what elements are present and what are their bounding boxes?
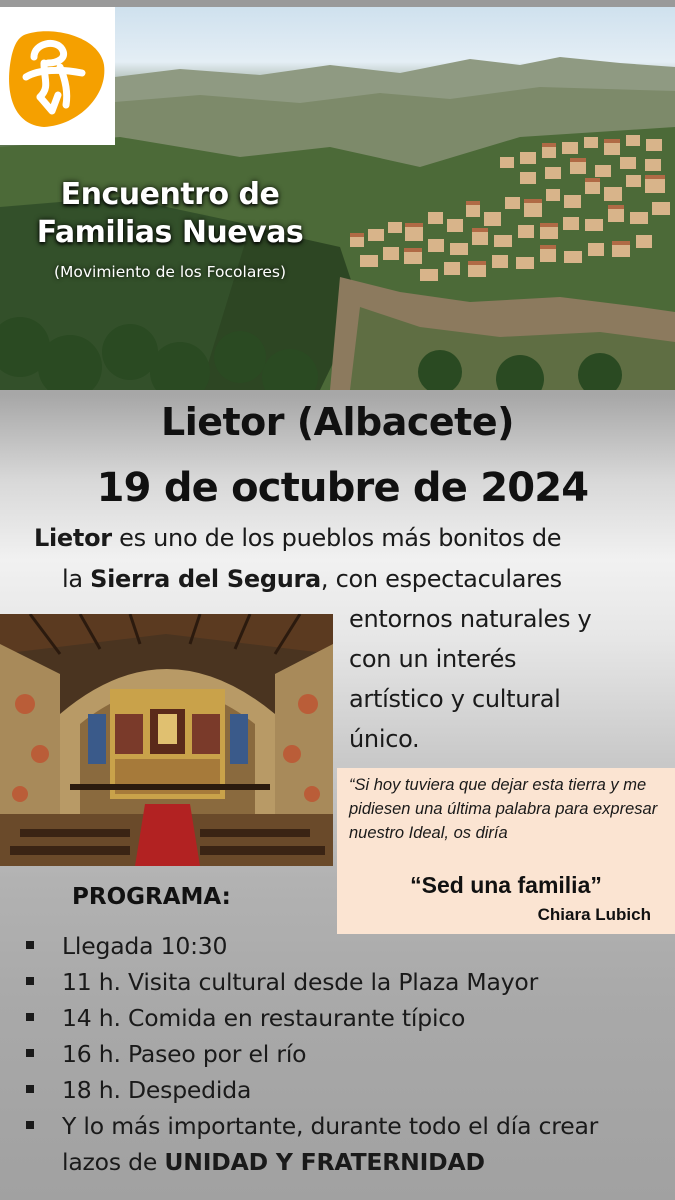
program-item: Llegada 10:30 [22, 928, 662, 964]
bullet-square-icon [26, 941, 34, 949]
bullet-square-icon [26, 1085, 34, 1093]
program-list [22, 928, 662, 1180]
intro-line-3: entornos naturales y [349, 605, 592, 633]
intro-line-2: la Sierra del Segura, con espectaculares [62, 565, 562, 593]
event-place: Lietor (Albacete) [160, 400, 514, 444]
program-item: 16 h. Paseo por el río [22, 1036, 662, 1072]
program-item: 18 h. Despedida [22, 1072, 662, 1108]
program-item: 11 h. Visita cultural desde la Plaza Mayor [22, 964, 662, 1000]
top-border [0, 0, 675, 7]
focolare-logo [0, 7, 115, 145]
event-date: 19 de octubre de 2024 [96, 465, 589, 511]
quote-box [337, 768, 675, 934]
quote-title: “Sed una familia” [410, 872, 602, 898]
intro-line-6: único. [349, 725, 420, 753]
bullet-square-icon [26, 977, 34, 985]
church-interior-photo [0, 614, 333, 866]
intro-line-1: Lietor es uno de los pueblos más bonitos de [34, 524, 562, 552]
hero-subtitle: (Movimiento de los Focolares) [53, 263, 287, 281]
bullet-square-icon [26, 1049, 34, 1057]
intro-line-4: con un interés [349, 645, 517, 673]
program-item-final: Y lo más importante, durante todo el día crear lazos de UNIDAD Y FRATERNIDAD [22, 1108, 662, 1180]
hero-title: Encuentro de Familias Nuevas [36, 177, 304, 250]
intro-line-5: artístico y cultural [349, 685, 561, 713]
bullet-square-icon [26, 1013, 34, 1021]
program-title: PROGRAMA: [72, 884, 231, 910]
quote-author: Chiara Lubich [537, 905, 651, 924]
bullet-square-icon [26, 1121, 34, 1129]
program-item: 14 h. Comida en restaurante típico [22, 1000, 662, 1036]
quote-text: “Si hoy tuviera que dejar esta tierra y me pidiesen una última palabra para expresar nuestro Ideal, os diría [349, 776, 658, 842]
